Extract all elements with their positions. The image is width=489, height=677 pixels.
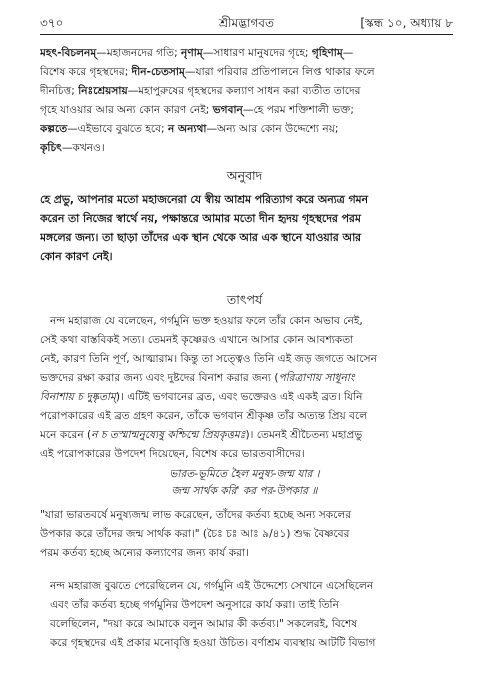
synonym-word: গৃহিণাম্ bbox=[311, 47, 343, 59]
purport-line: বলেছিলেন, "দয়া করে আমাকে বলুন আমার কী কর্তব্য।" সকলেরই, বিশেষ bbox=[50, 618, 358, 630]
purport-line bbox=[40, 312, 453, 331]
synonym-word: দীন-চেতসাম্ bbox=[131, 66, 185, 78]
synonym-word: ভগবান্ bbox=[212, 104, 243, 116]
purport-line bbox=[40, 331, 453, 350]
translation-line: করেন তা নিজের স্বার্থে নয়, পক্ষান্তরে আমার মতো দীন হৃদয় গৃহস্থদের পরম bbox=[40, 212, 361, 225]
purport-text: পরোপকারের এই ব্রত গ্রহণ করেন, তাঁকে ভগবান শ্রীকৃষ্ণ তাঁর অত্যন্ত প্রিয় বলে bbox=[40, 410, 368, 422]
synonym-line bbox=[40, 63, 453, 82]
synonym-word: কল্পতে bbox=[40, 123, 68, 135]
purport-text: মনে করেন ( bbox=[40, 429, 92, 441]
purport-text: নেই, কারণ তিনি পূর্ণ, আত্মারাম। কিন্তু তা সত্ত্বেও তিনি এই জড় জগতে আসেন bbox=[40, 353, 377, 365]
translation-section bbox=[40, 190, 453, 266]
purport-line bbox=[40, 369, 453, 388]
purport-text: ভক্তদের রক্ষা করার জন্য এবং দুষ্টদের বিনাশ করার জন্য ( bbox=[40, 372, 279, 384]
sanskrit-quote: ন চ তস্মান্মনুষ্যেষু কশ্চিন্মে প্রিয়কৃত্তমঃ bbox=[91, 429, 246, 441]
purport-line: নন্দ মহারাজ বুঝতে পেরেছিলেন যে, গর্গমুনি এই উদ্দেশ্যে সেখানে এসেছিলেন bbox=[50, 580, 374, 592]
purport-line: এবং তাঁর কর্তব্য হচ্ছে গর্গমুনির উপদেশ অনুসারে কার্য করা। তাই তিনি bbox=[50, 599, 339, 611]
synonym-line bbox=[40, 101, 453, 120]
synonym-meaning: —কখনও। bbox=[61, 142, 105, 154]
verse-line: জন্ম সার্থক করি' কর পর-উপকার ॥ bbox=[171, 485, 318, 497]
synonym-meaning: — bbox=[342, 47, 354, 59]
purport-heading: তাৎপর্য bbox=[226, 292, 263, 307]
synonym-line bbox=[40, 82, 453, 101]
purport-line bbox=[40, 407, 453, 426]
synonym-word: কৃচিৎ bbox=[40, 142, 62, 154]
synonym-meaning: দীনচিত্ত; bbox=[40, 85, 79, 97]
synonym-line bbox=[40, 139, 453, 158]
header-divider bbox=[40, 34, 453, 35]
synonym-meaning: বিশেষ করে গৃহস্থদের; bbox=[40, 66, 132, 78]
purport-text: )। এটিই ভগবানের ব্রত, এবং ভক্তেরও এই একই ব্রত। যিনি bbox=[115, 391, 363, 403]
running-title: শ্রীমদ্ভাগবত bbox=[218, 16, 274, 30]
synonym-meaning: —মহাজনদের গতি; bbox=[96, 47, 182, 59]
translation-line: হে প্রভু, আপনার মতো মহাজনেরা যে স্বীয় আশ্রম পরিত্যাগ করে অন্যত্র গমন bbox=[40, 193, 368, 206]
purport-text: )। তেমনই শ্রীচৈতন্য মহাপ্রভু bbox=[245, 429, 363, 441]
sanskrit-quote: পরিত্রাণায় সাধূনাং bbox=[278, 372, 355, 384]
purport-paragraph-2 bbox=[40, 506, 453, 563]
page-number: ৩৭০ bbox=[40, 16, 64, 30]
chapter-reference: [স্কন্ধ ১০, অধ্যায় ৮ bbox=[360, 16, 453, 30]
translation-line: মঙ্গলের জন্য। তা ছাড়া তাঁদের এক স্থান থেকে আর এক স্থানে যাওয়ার আর bbox=[40, 231, 361, 244]
purport-paragraph-1 bbox=[40, 312, 453, 464]
purport-line: করে গৃহস্থদের এই প্রকার মনোবৃত্তি হওয়া উচিত। বর্ণাশ্রম ব্যবস্থায় আটটি বিভাগ bbox=[50, 637, 376, 649]
synonym-word: ন অন্যথা bbox=[167, 123, 207, 135]
synonyms-section bbox=[40, 44, 453, 158]
synonym-meaning: —হে পরম শক্তিশালী ভক্ত; bbox=[242, 104, 354, 116]
purport-line: "যারা ভারতবর্ষে মনুষ্যজন্ম লাভ করেছেন, তাঁদের কর্তব্য হচ্ছে অন্য সকলের bbox=[40, 509, 352, 521]
purport-line: উপকার করে তাঁদের জন্ম সার্থক করা।" (চৈঃ চঃ আঃ ৯/৪১) শুদ্ধ বৈষ্ণবের bbox=[40, 528, 350, 540]
purport-paragraph-3 bbox=[40, 577, 453, 653]
purport-text: সেই কথা বাস্তবিকই সত্য। তেমনই কৃষ্ণেরও এখানে আসার কোন আবশ্যকতা bbox=[40, 334, 354, 346]
purport-text: এই পরোপকারের উপদেশ দিয়েছেন, বিশেষ করে ভারতবাসীদের। bbox=[40, 448, 305, 460]
synonym-word: নৃণাম্ bbox=[181, 47, 203, 59]
purport-line bbox=[40, 445, 453, 464]
purport-line bbox=[40, 350, 453, 369]
translation-heading: অনুবাদ bbox=[226, 168, 263, 183]
purport-line bbox=[40, 426, 453, 445]
synonym-word: নিঃশ্রেয়সায় bbox=[78, 85, 128, 97]
purport-line: পরম কর্তব্য হচ্ছে অন্যের কল্যাণের জন্য কার্য করা। bbox=[40, 547, 249, 559]
synonym-meaning: —যারা পরিবার প্রতিপালনে লিপ্ত থাকার ফলে bbox=[184, 66, 375, 78]
verse-line: ভারত-ভূমিতে হৈল মনুষ্য-জন্ম যার । bbox=[169, 468, 320, 480]
synonym-meaning: —এইভাবে বুঝতে হবে; bbox=[67, 123, 168, 135]
purport-line bbox=[40, 388, 453, 407]
synonym-meaning: —মহাপুরুষের গৃহস্থদের কল্যাণ সাধন করা ব্যতীত তাদের bbox=[127, 85, 361, 97]
purport-text: নন্দ মহারাজ যে বলেছেন, গর্গমুনি ভক্ত হওয়ার ফলে তাঁর কোন অভাব নেই, bbox=[50, 315, 363, 327]
synonym-meaning: —সাধারণ মানুষদের গৃহে; bbox=[202, 47, 312, 59]
synonym-word: মহৎ-বিচলনম্ bbox=[40, 47, 97, 59]
synonym-line bbox=[40, 44, 453, 63]
sanskrit-quote: বিনাশায় চ দুষ্কৃতাম্ bbox=[40, 391, 116, 403]
page-header bbox=[40, 14, 453, 32]
synonym-line bbox=[40, 120, 453, 139]
synonym-meaning: —অন্য আর কোন উদ্দেশ্যে নয়; bbox=[206, 123, 339, 135]
synonym-meaning: গৃহে যাওয়ার আর অন্য কোন কারণ নেই; bbox=[40, 104, 213, 116]
translation-line: কোন কারণ নেই। bbox=[40, 250, 113, 263]
